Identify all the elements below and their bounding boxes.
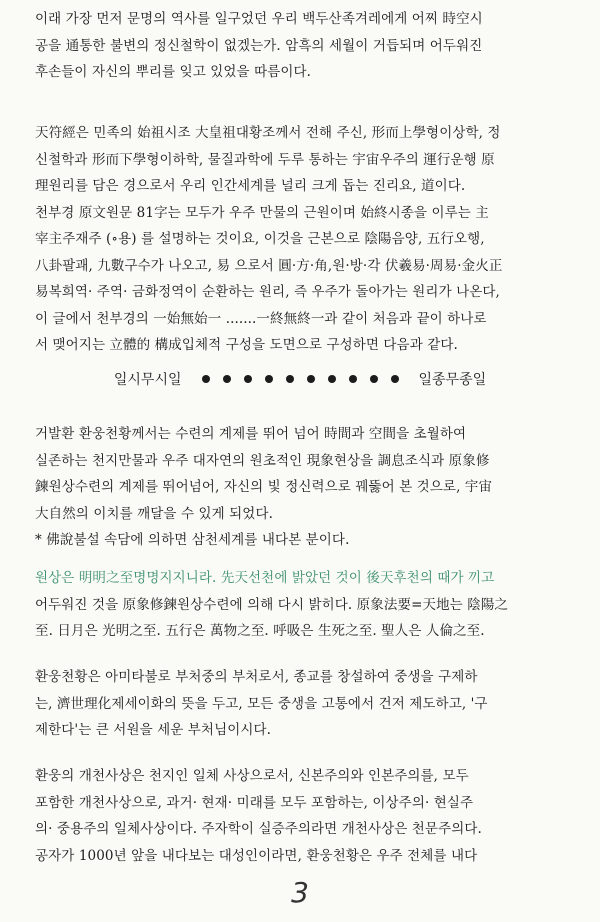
text-line: 天符經은 민족의 始祖시조 大皇祖대황조께서 전해 주신, 形而上學형이상학, 정: [35, 125, 501, 141]
paragraph-cheonbugyeong: [35, 120, 573, 359]
text-line: 제한다'는 큰 서원을 세운 부처님이시다.: [35, 722, 272, 738]
text-line: 서 맺어지는 立體的 構成입체적 구성을 도면으로 구성하면 다음과 같다.: [35, 337, 458, 353]
text-line: 理원리를 담은 경으로서 우리 인간세계를 널리 크게 돕는 진리요, 道이다.: [35, 178, 466, 194]
dot-icon: [307, 375, 315, 383]
text-line: 환웅천황은 아미타불로 부처중의 부처로서, 종교를 창설하여 중생을 구제하: [35, 669, 478, 685]
text-line: 천부경 原文원문 81字는 모두가 우주 만물의 근원이며 始終시종을 이루는 主: [35, 204, 489, 221]
dot-icon: [286, 375, 294, 383]
text-line: 이래 가장 먼저 문명의 역사를 일구었던 우리 백두산족겨레에게 어찌 時空시: [35, 11, 483, 27]
text-line: 至. 日月은 光明之至. 五行은 萬物之至. 呼吸은 生死之至. 聖人은 人倫之至.: [35, 623, 485, 639]
dot-icon: [370, 375, 378, 383]
dot-icon: [391, 375, 399, 383]
dot-icon: [202, 375, 210, 383]
dot-divider: [0, 366, 600, 392]
text-line: 실존하는 천지만물과 우주 대자연의 원초적인 現象현상을 調息조식과 原象修: [35, 452, 490, 469]
text-line-annotated: 宰主주재주 (∘용) 를 설명하는 것이요, 이것을 근본으로 陰陽음양, 五行오행,: [35, 231, 485, 247]
text-line: 八卦팔괘, 九數구수가 나오고, 易 으로서 圓·方·角,원·방·각 伏羲易·周易·金火正: [35, 257, 503, 274]
dot-icon: [244, 375, 252, 383]
dot-sequence: [202, 375, 399, 383]
text-line: 공을 通통한 불변의 정신철학이 없겠는가. 암흑의 세월이 거듭되며 어두워진: [35, 37, 483, 54]
paragraph-hwanung: [35, 421, 573, 554]
divider-right-label: 일종무종일: [418, 372, 487, 388]
text-line: 신철학과 形而下學형이하학, 물질과학에 두루 통하는 宇宙우주의 運行운행 原: [35, 151, 495, 168]
text-line: 환웅의 개천사상은 천지인 일체 사상으로서, 신본주의와 인본주의를, 모두: [35, 768, 469, 784]
divider-left-label: 일시무시일: [113, 372, 182, 388]
footnote-line: * 佛說불설 속담에 의하면 삼천세계를 내다본 분이다.: [35, 532, 350, 548]
text-line: 공자가 1000년 앞을 내다보는 대성인이라면, 환웅천황은 우주 전체를 내다: [35, 847, 478, 864]
paragraph-gaecheon: [35, 763, 573, 869]
text-line: 어두워진 것을 原象修鍊원상수련에 의해 다시 밝히다. 原象法要=天地는 陰陽之: [35, 596, 509, 613]
paragraph-intro: [35, 6, 573, 86]
text-line: 大自然의 이치를 깨달을 수 있게 되었다.: [35, 505, 273, 522]
text-line: 거발환 환웅천황께서는 수련의 계제를 뛰어 넘어 時間과 空間을 초월하여: [35, 426, 467, 442]
text-line: 는, 濟世理化제세이화의 뜻을 두고, 모든 중생을 고통에서 건저 제도하고, '구: [35, 695, 488, 712]
text-line: 鍊원상수련의 계제를 뛰어넘어, 자신의 빛 정신력으로 꿰뚫어 본 것으로, 宇宙: [35, 479, 493, 495]
text-line: 의· 중용주의 일체사상이다. 주자학이 실증주의라면 개천사상은 천문주의다.: [35, 821, 482, 837]
text-line: 포함한 개천사상으로, 과거· 현재· 미래를 모두 포함하는, 이상주의· 현실주: [35, 794, 474, 811]
text-line: 이 글에서 천부경의 一始無始一 .......一終無終一과 같이 처음과 끝이 하나로: [35, 310, 487, 327]
text-line-green: 원상은 明明之至명명지지니라. 先天선천에 밝았던 것이 後天후천의 때가 끼고: [35, 570, 495, 586]
dot-icon: [223, 375, 231, 383]
dot-icon: [265, 375, 273, 383]
dot-icon: [328, 375, 336, 383]
page-number: 3: [291, 876, 309, 909]
dot-icon: [349, 375, 357, 383]
text-line: 易복희역· 주역· 금화정역이 순환하는 원리, 즉 우주가 돌아가는 원리가 나온다,: [35, 284, 500, 300]
paragraph-amitabha: [35, 664, 573, 744]
text-line: 후손들이 자신의 뿌리를 잊고 있었을 따름이다.: [35, 64, 312, 80]
paragraph-wonsang: [35, 565, 573, 645]
